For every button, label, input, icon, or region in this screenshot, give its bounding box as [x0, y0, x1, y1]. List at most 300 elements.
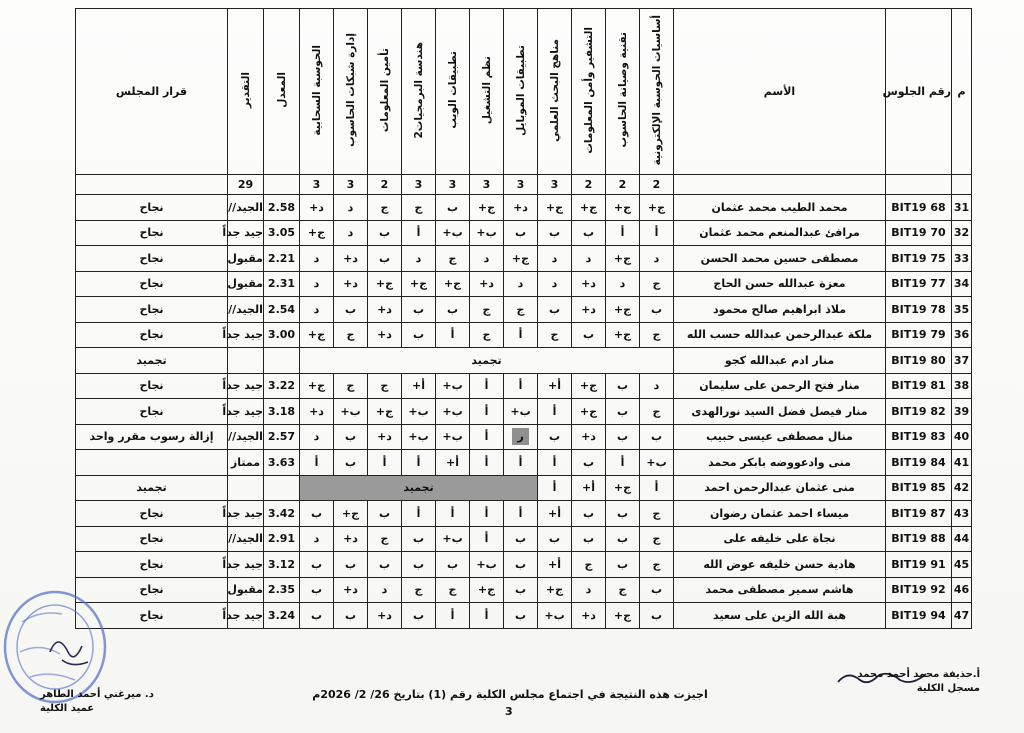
estimate-cell: ممتاز — [228, 450, 264, 476]
dean-title: عميد الكلية — [40, 703, 95, 714]
seat-no-cell: BIT19 92 — [886, 577, 952, 603]
decision-cell: نجاح — [76, 297, 228, 323]
grade-cell: ج+ — [606, 195, 640, 221]
grade-cell: ب — [368, 220, 402, 246]
serial-cell: 36 — [952, 322, 972, 348]
header-subject: الحوسبة السحابية — [300, 9, 334, 175]
student-name-cell: هبة الله الزين على سعيد — [674, 603, 886, 629]
grade-cell: د — [334, 195, 368, 221]
grade-cell: د — [300, 526, 334, 552]
grade-cell: ج — [640, 552, 674, 578]
student-name-cell: ميساء احمد عثمان رضوان — [674, 501, 886, 527]
grade-cell: ب+ — [504, 399, 538, 425]
blank-cell — [952, 175, 972, 195]
grade-cell: ج+ — [470, 577, 504, 603]
student-name-cell: معزة عبدالله حسن الحاج — [674, 271, 886, 297]
grade-cell: ج — [368, 526, 402, 552]
grade-cell: ج+ — [402, 271, 436, 297]
serial-cell: 32 — [952, 220, 972, 246]
seat-no-cell: BIT19 75 — [886, 246, 952, 272]
grade-cell: ب — [436, 552, 470, 578]
grade-cell: ج — [640, 526, 674, 552]
seat-no-cell: BIT19 83 — [886, 424, 952, 450]
estimate-cell: جيد جداً — [228, 603, 264, 629]
grade-cell: أ — [470, 450, 504, 476]
serial-cell: 38 — [952, 373, 972, 399]
grade-cell: أ — [470, 399, 504, 425]
estimate-cell: جيد جداً — [228, 399, 264, 425]
credit-hours-cell: 2 — [606, 175, 640, 195]
approval-note: اجيزت هذه النتيجة في اجتماع مجلس الكلية رقم (1) بتاريخ 26/ 2/ 2026م — [312, 688, 708, 701]
grade-cell: د — [300, 424, 334, 450]
estimate-cell: مقبول — [228, 271, 264, 297]
blank-cell — [674, 175, 886, 195]
grade-cell: ب — [572, 220, 606, 246]
grade-cell: د — [538, 271, 572, 297]
grade-cell: أ — [606, 450, 640, 476]
grade-cell: ب+ — [402, 399, 436, 425]
serial-cell: 34 — [952, 271, 972, 297]
gpa-cell — [264, 475, 300, 501]
grade-cell: د+ — [334, 271, 368, 297]
grade-cell: ب — [436, 297, 470, 323]
grade-cell: ب — [572, 526, 606, 552]
grade-cell: أ+ — [436, 450, 470, 476]
table-row — [76, 297, 972, 323]
table-row — [76, 475, 972, 501]
grade-cell: أ — [504, 373, 538, 399]
seat-no-cell: BIT19 84 — [886, 450, 952, 476]
grade-cell: د+ — [300, 399, 334, 425]
grade-cell: ب — [538, 297, 572, 323]
grade-cell: ج — [504, 297, 538, 323]
seat-no-cell: BIT19 78 — [886, 297, 952, 323]
gpa-cell: 3.42 — [264, 501, 300, 527]
grade-cell: ب+ — [640, 450, 674, 476]
grade-cell: ج+ — [436, 271, 470, 297]
results-body — [76, 195, 972, 629]
decision-cell: نجاح — [76, 577, 228, 603]
blank-cell — [76, 175, 228, 195]
blank-cell — [886, 175, 952, 195]
seat-no-cell: BIT19 68 — [886, 195, 952, 221]
blank-cell — [264, 175, 300, 195]
dean-name: د. ميرغني أحمد الطاهر — [40, 689, 154, 700]
grade-cell: ج — [368, 373, 402, 399]
seat-no-cell: BIT19 79 — [886, 322, 952, 348]
grade-cell: ب — [504, 526, 538, 552]
estimate-cell: الجيد// — [228, 526, 264, 552]
grade-cell: أ — [470, 424, 504, 450]
student-name-cell: منار فيصل فضل السيد نورالهدى — [674, 399, 886, 425]
gpa-cell: 2.35 — [264, 577, 300, 603]
grade-cell: ب — [504, 552, 538, 578]
header-serial: م — [952, 9, 972, 175]
credit-hours-cell: 3 — [504, 175, 538, 195]
grade-cell: ب — [402, 603, 436, 629]
grade-cell: ب — [300, 552, 334, 578]
gpa-cell: 3.12 — [264, 552, 300, 578]
table-row — [76, 271, 972, 297]
grade-cell: ج — [640, 271, 674, 297]
grade-cell: أ — [606, 220, 640, 246]
table-row — [76, 373, 972, 399]
grade-cell: ب — [334, 297, 368, 323]
grade-cell: ب — [640, 577, 674, 603]
seat-no-cell: BIT19 91 — [886, 552, 952, 578]
grade-cell: ب — [640, 424, 674, 450]
grade-cell: ب — [504, 577, 538, 603]
student-name-cell: مرافئ عبدالمنعم محمد عثمان — [674, 220, 886, 246]
grade-cell: د+ — [368, 297, 402, 323]
grade-cell: ب — [572, 501, 606, 527]
decision-cell: نجاح — [76, 373, 228, 399]
credit-hours-cell: 3 — [300, 175, 334, 195]
seat-no-cell: BIT19 80 — [886, 348, 952, 374]
gpa-cell: 3.22 — [264, 373, 300, 399]
grade-cell: د+ — [572, 424, 606, 450]
grade-cell: ج+ — [640, 195, 674, 221]
grade-cell: ب+ — [334, 399, 368, 425]
grade-cell: د — [640, 246, 674, 272]
decision-cell: نجاح — [76, 246, 228, 272]
grade-cell: أ+ — [402, 373, 436, 399]
grade-cell: أ — [470, 501, 504, 527]
table-row — [76, 246, 972, 272]
seat-no-cell: BIT19 70 — [886, 220, 952, 246]
serial-cell: 31 — [952, 195, 972, 221]
table-row — [76, 424, 972, 450]
gpa-cell: 2.57 — [264, 424, 300, 450]
serial-cell: 44 — [952, 526, 972, 552]
grade-cell: ب+ — [436, 424, 470, 450]
table-row — [76, 577, 972, 603]
grade-cell: ب — [402, 322, 436, 348]
grade-cell: أ — [470, 526, 504, 552]
credit-hours-row — [76, 175, 972, 195]
page-number: 3 — [505, 705, 513, 718]
grade-cell: ب — [504, 603, 538, 629]
student-name-cell: منى عثمان عبدالرحمن احمد — [674, 475, 886, 501]
serial-cell: 39 — [952, 399, 972, 425]
decision-cell: تجميد — [76, 475, 228, 501]
grade-cell: ب — [334, 603, 368, 629]
grade-cell: ج+ — [606, 322, 640, 348]
student-name-cell: منى وادعووضه بابكر محمد — [674, 450, 886, 476]
grade-cell: أ — [402, 501, 436, 527]
header-subject: تطبيقات الموبايل — [504, 9, 538, 175]
grade-cell: ب — [606, 526, 640, 552]
grade-cell: ج+ — [538, 577, 572, 603]
credit-hours-cell: 2 — [640, 175, 674, 195]
gpa-cell: 2.91 — [264, 526, 300, 552]
grade-cell: ج — [334, 322, 368, 348]
grade-cell: ج+ — [606, 475, 640, 501]
grade-cell: ج — [640, 399, 674, 425]
decision-cell: نجاح — [76, 399, 228, 425]
grade-cell: ج+ — [572, 195, 606, 221]
table-row — [76, 348, 972, 374]
grade-cell: أ — [538, 475, 572, 501]
grade-cell: ج+ — [606, 297, 640, 323]
grade-cell: ب — [334, 450, 368, 476]
header-subject: أساسيات الحوسبة الإلكترونية — [640, 9, 674, 175]
grade-cell: أ — [640, 220, 674, 246]
grade-cell: د — [504, 271, 538, 297]
student-name-cell: محمد الطيب محمد عثمان — [674, 195, 886, 221]
serial-cell: 41 — [952, 450, 972, 476]
grade-cell: د+ — [572, 297, 606, 323]
grade-cell: أ — [436, 322, 470, 348]
header-estimate: التقدير — [228, 9, 264, 175]
decision-cell: نجاح — [76, 603, 228, 629]
grade-cell: ج+ — [606, 603, 640, 629]
grade-cell: أ — [368, 450, 402, 476]
estimate-cell — [228, 475, 264, 501]
grade-cell: ج — [402, 195, 436, 221]
grade-cell: ج+ — [368, 399, 402, 425]
credit-hours-cell: 3 — [470, 175, 504, 195]
grade-cell: د+ — [334, 577, 368, 603]
grade-cell: ب — [640, 603, 674, 629]
student-name-cell: ملاذ ابراهيم صالح محمود — [674, 297, 886, 323]
header-gpa: المعدل — [264, 9, 300, 175]
header-name: الأسم — [674, 9, 886, 175]
grade-cell: أ — [436, 501, 470, 527]
estimate-cell: جيد جداً — [228, 322, 264, 348]
grade-cell: أ — [470, 373, 504, 399]
serial-cell: 46 — [952, 577, 972, 603]
grade-cell: ب — [300, 603, 334, 629]
grade-cell: ب+ — [538, 603, 572, 629]
seat-no-cell: BIT19 87 — [886, 501, 952, 527]
grade-cell: ج — [368, 195, 402, 221]
credit-hours-cell: 3 — [538, 175, 572, 195]
grade-cell: ج — [436, 246, 470, 272]
table-row — [76, 450, 972, 476]
grade-cell: ب — [606, 424, 640, 450]
grade-cell: أ+ — [572, 475, 606, 501]
grade-cell: د+ — [504, 195, 538, 221]
header-subject: مناهج البحث العلمي — [538, 9, 572, 175]
grade-cell: ب+ — [436, 373, 470, 399]
grade-cell: ج+ — [334, 501, 368, 527]
grade-cell: ب — [368, 246, 402, 272]
header-seat-no: رقم الجلوس — [886, 9, 952, 175]
grade-cell: ب+ — [436, 220, 470, 246]
grade-cell: ب — [504, 220, 538, 246]
grade-cell: ب — [402, 297, 436, 323]
seat-no-cell: BIT19 88 — [886, 526, 952, 552]
student-name-cell: مصطفى حسين محمد الحسن — [674, 246, 886, 272]
registrar-title: مسجل الكلية — [916, 683, 980, 694]
gpa-cell: 3.24 — [264, 603, 300, 629]
grade-cell: أ — [470, 603, 504, 629]
grade-cell: ب — [606, 552, 640, 578]
serial-cell: 45 — [952, 552, 972, 578]
grade-cell: ب — [640, 297, 674, 323]
grade-cell: د — [300, 297, 334, 323]
grade-cell: د — [640, 373, 674, 399]
grade-cell: ب — [606, 373, 640, 399]
header-subject: نظم التشغيل — [470, 9, 504, 175]
table-row — [76, 501, 972, 527]
credit-hours-cell: 3 — [334, 175, 368, 195]
student-name-cell: نجاة على خليفه على — [674, 526, 886, 552]
grade-cell: أ+ — [538, 373, 572, 399]
estimate-cell: جيد جداً — [228, 552, 264, 578]
estimate-cell: مقبول — [228, 577, 264, 603]
registrar-name: أ.حذيفة محمد أحمد محمد — [857, 669, 980, 680]
grade-cell: ب — [368, 501, 402, 527]
grade-cell: ب+ — [470, 220, 504, 246]
seat-no-cell: BIT19 81 — [886, 373, 952, 399]
header-subject: تطبيقات الويب — [436, 9, 470, 175]
grade-cell: د — [368, 577, 402, 603]
grade-cell: د+ — [368, 603, 402, 629]
grade-cell: د — [572, 246, 606, 272]
estimate-cell: جيد جداً — [228, 220, 264, 246]
grade-cell: د+ — [470, 271, 504, 297]
table-row — [76, 552, 972, 578]
estimate-cell: الجيد// — [228, 424, 264, 450]
grade-cell: ج+ — [300, 220, 334, 246]
grade-cell: أ — [504, 450, 538, 476]
grade-cell: د+ — [334, 246, 368, 272]
grade-cell: ب — [538, 220, 572, 246]
grade-cell: أ — [402, 450, 436, 476]
grade-cell: أ — [300, 450, 334, 476]
grade-cell: د — [402, 246, 436, 272]
decision-cell: تجميد — [76, 348, 228, 374]
estimate-cell: مقبول — [228, 246, 264, 272]
grade-cell: ب — [572, 450, 606, 476]
estimate-cell: الجيد// — [228, 195, 264, 221]
table-row — [76, 220, 972, 246]
grade-cell — [504, 424, 538, 450]
grade-cell: ج+ — [572, 373, 606, 399]
total-hours-cell: 29 — [228, 175, 264, 195]
grade-cell: ج — [640, 322, 674, 348]
serial-cell: 37 — [952, 348, 972, 374]
serial-cell: 33 — [952, 246, 972, 272]
serial-cell: 40 — [952, 424, 972, 450]
grade-cell: ج+ — [368, 271, 402, 297]
grade-cell: أ — [504, 501, 538, 527]
grade-cell: أ — [402, 220, 436, 246]
student-name-cell: هادية حسن خليفه عوض الله — [674, 552, 886, 578]
header-subject: التشفير وأمن المعلومات — [572, 9, 606, 175]
grade-cell: ب — [402, 552, 436, 578]
grade-cell: د — [606, 271, 640, 297]
grade-cell: ب+ — [470, 552, 504, 578]
grade-cell: ج+ — [504, 246, 538, 272]
grade-cell: ب+ — [436, 526, 470, 552]
grade-cell: ج+ — [606, 246, 640, 272]
grade-cell: ب — [436, 195, 470, 221]
serial-cell: 35 — [952, 297, 972, 323]
decision-cell: نجاح — [76, 501, 228, 527]
credit-hours-cell: 2 — [572, 175, 606, 195]
grade-cell: أ — [640, 475, 674, 501]
credit-hours-cell: 3 — [436, 175, 470, 195]
grade-cell: ج+ — [470, 195, 504, 221]
grade-cell: د+ — [368, 424, 402, 450]
grade-cell: أ — [436, 603, 470, 629]
grade-cell: ج+ — [538, 195, 572, 221]
registrar-block — [840, 668, 980, 696]
decision-cell: إزالة رسوب مقرر واحد — [76, 424, 228, 450]
grade-cell: ج — [436, 577, 470, 603]
header-row — [76, 9, 972, 175]
decision-cell: نجاح — [76, 195, 228, 221]
student-name-cell: ملكة عبدالرحمن عبدالله حسب الله — [674, 322, 886, 348]
serial-cell: 47 — [952, 603, 972, 629]
grade-cell: أ+ — [538, 501, 572, 527]
gpa-cell: 3.18 — [264, 399, 300, 425]
grade-cell: د+ — [334, 526, 368, 552]
grade-cell: د — [470, 246, 504, 272]
grade-cell: ب — [538, 424, 572, 450]
grade-cell: ج — [470, 297, 504, 323]
estimate-cell — [228, 348, 264, 374]
gpa-cell: 2.31 — [264, 271, 300, 297]
grade-cell: أ — [538, 450, 572, 476]
grade-cell: أ — [504, 322, 538, 348]
grade-cell: أ+ — [538, 552, 572, 578]
header-decision: قرار المجلس — [76, 9, 228, 175]
grade-cell: ب — [572, 322, 606, 348]
serial-cell: 43 — [952, 501, 972, 527]
grade-cell: ب — [334, 552, 368, 578]
gpa-cell: 3.00 — [264, 322, 300, 348]
decision-cell: نجاح — [76, 220, 228, 246]
credit-hours-cell: 2 — [368, 175, 402, 195]
grade-cell: د+ — [572, 603, 606, 629]
header-subject: هندسة البرمجيات2 — [402, 9, 436, 175]
seat-no-cell: BIT19 77 — [886, 271, 952, 297]
grade-cell: ج — [538, 322, 572, 348]
grade-cell: د — [300, 271, 334, 297]
grade-cell: د — [538, 246, 572, 272]
grade-cell: أ — [538, 399, 572, 425]
decision-cell: نجاح — [76, 526, 228, 552]
header-subject: تقنية وصيانة الحاسوب — [606, 9, 640, 175]
grade-cell: ب — [300, 501, 334, 527]
estimate-cell: جيد جداً — [228, 373, 264, 399]
grade-cell: د+ — [368, 322, 402, 348]
grade-cell: ج — [572, 552, 606, 578]
grade-cell: ب — [606, 501, 640, 527]
student-name-cell: منار ادم عبدالله كجو — [674, 348, 886, 374]
gpa-cell: 2.21 — [264, 246, 300, 272]
grade-cell: ج+ — [572, 399, 606, 425]
grade-cell: ج — [334, 373, 368, 399]
table-row — [76, 322, 972, 348]
decision-cell: نجاح — [76, 322, 228, 348]
credit-hours-cell: 3 — [402, 175, 436, 195]
freeze-cell: تجميد — [300, 348, 674, 374]
estimate-cell: جيد جداً — [228, 501, 264, 527]
grade-cell: د+ — [300, 195, 334, 221]
gpa-cell: 3.63 — [264, 450, 300, 476]
grade-cell: د — [300, 246, 334, 272]
table-row — [76, 526, 972, 552]
decision-cell: نجاح — [76, 552, 228, 578]
grade-cell: ب — [402, 526, 436, 552]
grade-cell: ج — [402, 577, 436, 603]
header-subject: إدارة شبكات الحاسوب — [334, 9, 368, 175]
